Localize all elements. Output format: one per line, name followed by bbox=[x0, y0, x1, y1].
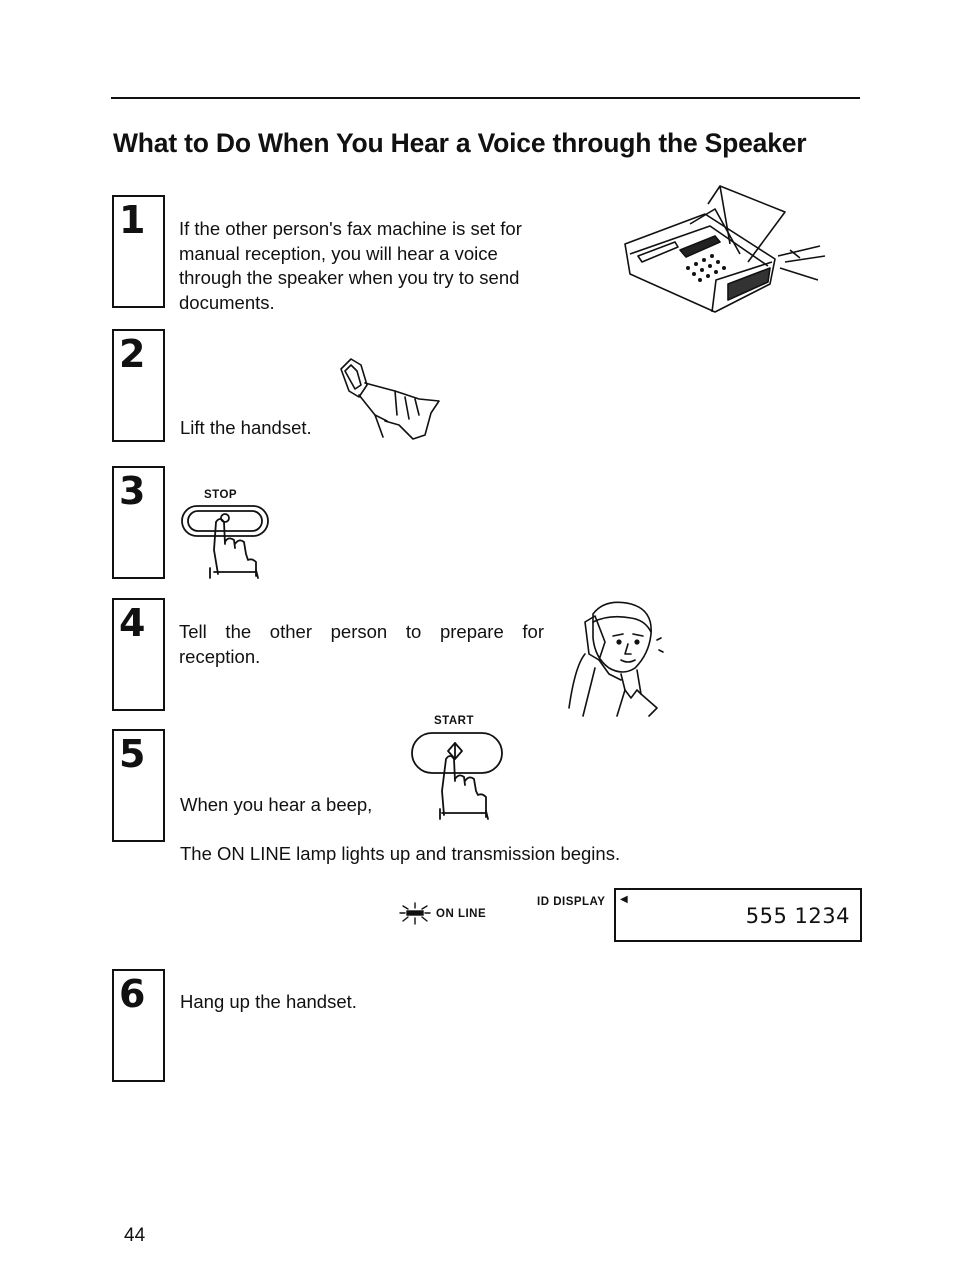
online-lamp-label: ON LINE bbox=[436, 908, 487, 920]
top-rule bbox=[111, 97, 860, 99]
step-3-number: 3 bbox=[119, 469, 146, 513]
id-display-label: ID DISPLAY bbox=[537, 896, 606, 908]
step-4-number: 4 bbox=[119, 601, 146, 645]
step-2-number: 2 bbox=[119, 332, 146, 376]
handset-lift-illustration bbox=[335, 355, 447, 450]
start-button-label: START bbox=[434, 715, 474, 727]
start-button-press-icon bbox=[410, 731, 504, 821]
id-display-panel bbox=[614, 888, 862, 942]
person-on-phone-illustration bbox=[565, 598, 665, 720]
online-lamp-icon bbox=[399, 902, 435, 926]
step-5-box bbox=[112, 729, 165, 842]
stop-button-press-icon bbox=[180, 504, 270, 580]
step-1-text: If the other person's fax machine is set for manual reception, you will hear a voice through the speaker when you try to send documents. bbox=[179, 218, 522, 313]
step-4-box bbox=[112, 598, 165, 711]
step-1-box bbox=[112, 195, 165, 308]
page-number: 44 bbox=[124, 1225, 146, 1246]
step-6-box bbox=[112, 969, 165, 1082]
step-5-number: 5 bbox=[119, 732, 146, 776]
page-title: What to Do When You Hear a Voice through the Speaker bbox=[113, 128, 807, 158]
step-4-text: Tell the other person to prepare for reception. bbox=[179, 621, 544, 667]
step-6-text: Hang up the handset. bbox=[180, 991, 357, 1012]
step-2-box bbox=[112, 329, 165, 442]
left-arrow-icon: ◀ bbox=[620, 894, 628, 905]
step-1-number: 1 bbox=[119, 198, 146, 242]
step-2-text: Lift the handset. bbox=[180, 417, 312, 438]
id-display-value: 555 1234 bbox=[745, 904, 850, 928]
fax-machine-illustration bbox=[620, 184, 830, 314]
step-5-follow-text: The ON LINE lamp lights up and transmission begins. bbox=[180, 843, 621, 864]
step-3-box bbox=[112, 466, 165, 579]
stop-button-label: STOP bbox=[204, 489, 238, 501]
step-5-text: When you hear a beep, bbox=[180, 794, 373, 815]
step-6-number: 6 bbox=[119, 972, 146, 1016]
